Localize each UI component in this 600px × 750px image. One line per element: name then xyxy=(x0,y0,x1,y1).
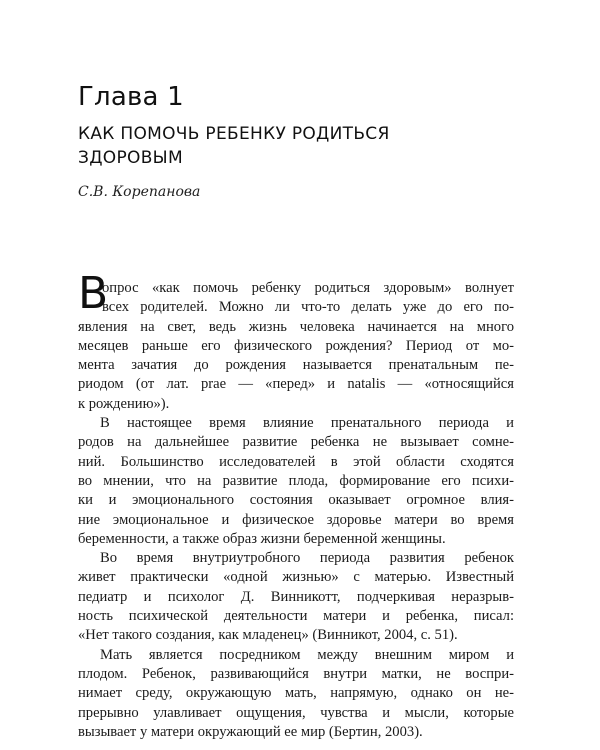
text-line: плодом. Ребенок, развивающийся внутри матки, не воспри- xyxy=(78,665,514,682)
chapter-title-line-1: КАК ПОМОЧЬ РЕБЕНКУ РОДИТЬСЯ xyxy=(78,124,390,144)
text-line: всех родителей. Можно ли что-то делать уже до его по- xyxy=(102,299,514,316)
text-line: Во время внутриутробного периода развития ребенок xyxy=(100,550,514,567)
text-line: ность психической деятельности матери и ребенка, писал: xyxy=(78,608,514,625)
text-line: педиатр и психолог Д. Винникотт, подчеркивая неразрыв- xyxy=(78,588,514,605)
text-line: ние эмоциональное и физическое здоровье матери во время xyxy=(78,511,514,528)
chapter-author: С.В. Корепанова xyxy=(78,184,201,200)
drop-cap: В xyxy=(78,268,109,319)
text-line: ки и эмоционального состояния оказывает огромное влия- xyxy=(78,492,514,509)
text-line: мента зачатия до рождения называется пренатальным пе- xyxy=(78,357,514,374)
text-line: явления на свет, ведь жизнь человека начинается на много xyxy=(78,318,514,335)
chapter-title-line-2: ЗДОРОВЫМ xyxy=(78,148,183,168)
text-line: вызывает у матери окружающий ее мир (Бертин, 2003). xyxy=(78,723,423,740)
text-line: «Нет такого создания, как младенец» (Винникот, 2004, с. 51). xyxy=(78,627,458,644)
text-line: беременности, а также образ жизни беременной женщины. xyxy=(78,530,446,547)
text-line: родов на дальнейшее развитие ребенка не вызывает сомне- xyxy=(78,434,514,451)
text-line: В настоящее время влияние пренатального периода и xyxy=(100,415,514,432)
text-line: прерывно улавливает ощущения, чувства и мысли, которые xyxy=(78,704,514,721)
chapter-number: Глава 1 xyxy=(78,82,184,112)
text-line: к рождению»). xyxy=(78,395,170,412)
body-text xyxy=(78,279,514,742)
chapter-title xyxy=(78,122,518,170)
text-line: опрос «как помочь ребенку родиться здоровым» волнует xyxy=(102,280,514,296)
text-line: месяцев раньше его физического рождения? Период от мо- xyxy=(78,337,514,354)
text-line: риодом (от лат. prae — «перед» и natalis — «относящийся xyxy=(78,376,514,393)
text-line: нимает среду, окружающую мать, напрямую, однако он не- xyxy=(78,685,514,702)
text-line: живет практически «одной жизнью» с матерью. Известный xyxy=(78,569,514,586)
text-line: ний. Большинство исследователей в этой области сходятся xyxy=(78,453,514,470)
text-line: Мать является посредником между внешним миром и xyxy=(100,646,514,663)
text-line: во мнении, что на развитие плода, формирование его психи- xyxy=(78,472,514,489)
